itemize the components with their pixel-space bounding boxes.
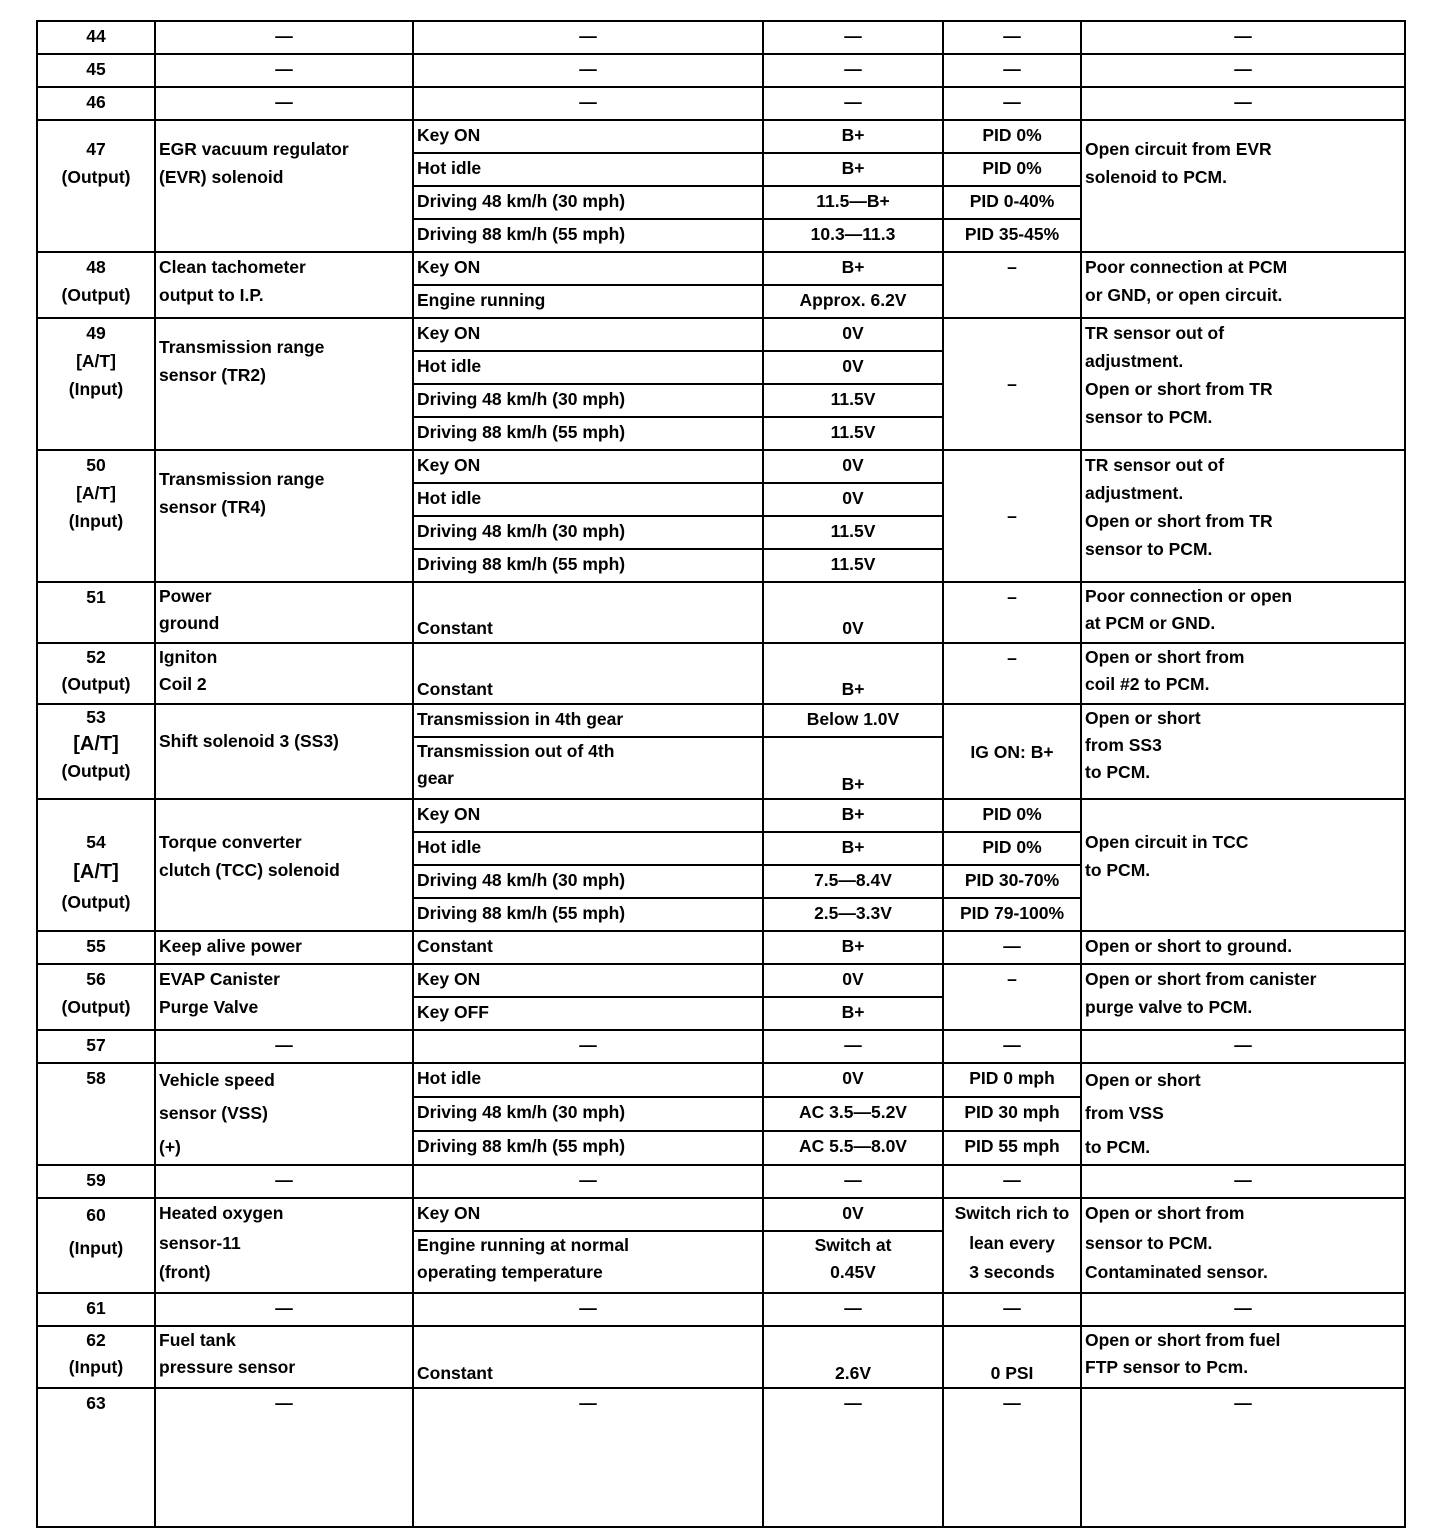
voltage-value: B+ (763, 120, 943, 153)
voltage-value: B+ (763, 643, 943, 704)
test-condition: Transmission in 4th gear (413, 704, 763, 737)
possible-cause: Open or short from sensor to PCM. Contaminated sensor. (1081, 1198, 1405, 1293)
test-condition: Hot idle (413, 483, 763, 516)
voltage-value: 2.6V (763, 1326, 943, 1388)
voltage-value: B+ (763, 997, 943, 1030)
possible-cause: TR sensor out of adjustment. Open or short from TR sensor to PCM. (1081, 450, 1405, 582)
empty-dash: — (1081, 21, 1405, 54)
test-condition: Hot idle (413, 1063, 763, 1097)
test-condition: Driving 88 km/h (55 mph) (413, 1131, 763, 1165)
voltage-value: B+ (763, 799, 943, 832)
table-row (37, 799, 1405, 832)
table-row (37, 931, 1405, 964)
test-condition: Key ON (413, 450, 763, 483)
pid-value: – (943, 582, 1081, 643)
test-condition: Key ON (413, 252, 763, 285)
empty-dash: — (413, 1388, 763, 1527)
voltage-value: Below 1.0V (763, 704, 943, 737)
empty-dash: — (763, 1388, 943, 1527)
pid-value: PID 30 mph (943, 1097, 1081, 1131)
table-row (37, 252, 1405, 285)
pin-number: 51 (37, 582, 155, 643)
voltage-value: B+ (763, 832, 943, 865)
pin-number: 61 (37, 1293, 155, 1326)
empty-dash: — (943, 87, 1081, 120)
empty-dash: — (413, 54, 763, 87)
circuit-name: Power ground (155, 582, 413, 643)
pid-value: PID 35-45% (943, 219, 1081, 252)
voltage-value: Switch at 0.45V (763, 1231, 943, 1293)
table-row (37, 1063, 1405, 1097)
empty-dash: — (1081, 1388, 1405, 1527)
empty-dash: — (155, 1030, 413, 1063)
circuit-name: EGR vacuum regulator (EVR) solenoid (155, 120, 413, 252)
test-condition: Hot idle (413, 351, 763, 384)
pid-value: – (943, 964, 1081, 1030)
pid-value: PID 55 mph (943, 1131, 1081, 1165)
table-row (37, 643, 1405, 704)
pin-number: 44 (37, 21, 155, 54)
voltage-value: B+ (763, 153, 943, 186)
table-row (37, 450, 1405, 483)
table-row (37, 120, 1405, 153)
test-condition: Hot idle (413, 832, 763, 865)
voltage-value: AC 5.5—8.0V (763, 1131, 943, 1165)
pin-number: 56 (Output) (37, 964, 155, 1030)
pin-number: 52 (Output) (37, 643, 155, 704)
table-row (37, 1198, 1405, 1231)
voltage-value: 0V (763, 351, 943, 384)
test-condition: Key OFF (413, 997, 763, 1030)
empty-dash: — (155, 1165, 413, 1198)
empty-dash: — (763, 1293, 943, 1326)
table-row (37, 21, 1405, 54)
pin-number: 49 [A/T] (Input) (37, 318, 155, 450)
pid-value: PID 0 mph (943, 1063, 1081, 1097)
circuit-name: Vehicle speed sensor (VSS) (+) (155, 1063, 413, 1165)
test-condition: Key ON (413, 964, 763, 997)
table-row (37, 54, 1405, 87)
test-condition: Key ON (413, 799, 763, 832)
test-condition: Driving 48 km/h (30 mph) (413, 384, 763, 417)
empty-dash: — (413, 1165, 763, 1198)
possible-cause: Open or short from canister purge valve to PCM. (1081, 964, 1405, 1030)
empty-dash: — (763, 54, 943, 87)
empty-dash: — (155, 1388, 413, 1527)
pid-value: – (943, 252, 1081, 318)
test-condition: Key ON (413, 1198, 763, 1231)
empty-dash: — (413, 87, 763, 120)
table-row (37, 87, 1405, 120)
test-condition: Driving 48 km/h (30 mph) (413, 186, 763, 219)
empty-dash: — (155, 1293, 413, 1326)
possible-cause: TR sensor out of adjustment. Open or short from TR sensor to PCM. (1081, 318, 1405, 450)
table-row (37, 1388, 1405, 1527)
voltage-value: 0V (763, 318, 943, 351)
voltage-value: 11.5—B+ (763, 186, 943, 219)
circuit-name: Transmission range sensor (TR4) (155, 450, 413, 582)
pin-number: 58 (37, 1063, 155, 1165)
pid-value: 0 PSI (943, 1326, 1081, 1388)
test-condition: Driving 48 km/h (30 mph) (413, 516, 763, 549)
test-condition: Driving 48 km/h (30 mph) (413, 1097, 763, 1131)
table-row (37, 582, 1405, 643)
empty-dash: — (943, 21, 1081, 54)
empty-dash: — (1081, 87, 1405, 120)
pid-value: — (943, 931, 1081, 964)
circuit-name: Igniton Coil 2 (155, 643, 413, 704)
empty-dash: — (943, 54, 1081, 87)
voltage-value: B+ (763, 252, 943, 285)
voltage-value: AC 3.5—5.2V (763, 1097, 943, 1131)
possible-cause: Open or short to ground. (1081, 931, 1405, 964)
test-condition: Engine running (413, 285, 763, 318)
possible-cause: Open or short from SS3 to PCM. (1081, 704, 1405, 799)
pid-value: Switch rich to lean every 3 seconds (943, 1198, 1081, 1293)
empty-dash: — (943, 1293, 1081, 1326)
empty-dash: — (1081, 1030, 1405, 1063)
possible-cause: Open circuit from EVR solenoid to PCM. (1081, 120, 1405, 252)
pin-number: 63 (37, 1388, 155, 1527)
pin-number: 62 (Input) (37, 1326, 155, 1388)
possible-cause: Open circuit in TCC to PCM. (1081, 799, 1405, 931)
test-condition: Constant (413, 643, 763, 704)
pin-number: 59 (37, 1165, 155, 1198)
possible-cause: Open or short from fuel FTP sensor to Pcm. (1081, 1326, 1405, 1388)
circuit-name: Fuel tank pressure sensor (155, 1326, 413, 1388)
empty-dash: — (763, 1165, 943, 1198)
voltage-value: 2.5—3.3V (763, 898, 943, 931)
voltage-value: 10.3—11.3 (763, 219, 943, 252)
pin-number: 53 [A/T] (Output) (37, 704, 155, 799)
voltage-value: 11.5V (763, 417, 943, 450)
circuit-name: Heated oxygen sensor-11 (front) (155, 1198, 413, 1293)
empty-dash: — (413, 21, 763, 54)
voltage-value: 11.5V (763, 516, 943, 549)
pid-value: PID 79-100% (943, 898, 1081, 931)
empty-dash: — (763, 1030, 943, 1063)
voltage-value: 11.5V (763, 549, 943, 582)
table-row (37, 1030, 1405, 1063)
pid-value: – (943, 450, 1081, 582)
table-row (37, 964, 1405, 997)
test-condition: Constant (413, 931, 763, 964)
pid-value: IG ON: B+ (943, 704, 1081, 799)
empty-dash: — (943, 1388, 1081, 1527)
voltage-value: 0V (763, 483, 943, 516)
voltage-value: 0V (763, 582, 943, 643)
possible-cause: Open or short from VSS to PCM. (1081, 1063, 1405, 1165)
empty-dash: — (1081, 54, 1405, 87)
pin-number: 57 (37, 1030, 155, 1063)
pin-number: 45 (37, 54, 155, 87)
test-condition: Constant (413, 582, 763, 643)
possible-cause: Poor connection or open at PCM or GND. (1081, 582, 1405, 643)
pin-number: 54 [A/T] (Output) (37, 799, 155, 931)
voltage-value: Approx. 6.2V (763, 285, 943, 318)
empty-dash: — (763, 87, 943, 120)
test-condition: Key ON (413, 318, 763, 351)
table-row (37, 1165, 1405, 1198)
voltage-value: 0V (763, 964, 943, 997)
pin-number: 50 [A/T] (Input) (37, 450, 155, 582)
circuit-name: EVAP Canister Purge Valve (155, 964, 413, 1030)
test-condition: Transmission out of 4th gear (413, 737, 763, 799)
empty-dash: — (413, 1030, 763, 1063)
pid-value: PID 0% (943, 153, 1081, 186)
circuit-name: Shift solenoid 3 (SS3) (155, 704, 413, 799)
table-row (37, 1293, 1405, 1326)
voltage-value: 0V (763, 1063, 943, 1097)
pin-number: 47 (Output) (37, 120, 155, 252)
possible-cause: Poor connection at PCM or GND, or open circuit. (1081, 252, 1405, 318)
possible-cause: Open or short from coil #2 to PCM. (1081, 643, 1405, 704)
voltage-value: 0V (763, 450, 943, 483)
pin-number: 46 (37, 87, 155, 120)
test-condition: Driving 88 km/h (55 mph) (413, 549, 763, 582)
voltage-value: 7.5—8.4V (763, 865, 943, 898)
pid-value: PID 0% (943, 120, 1081, 153)
voltage-value: 11.5V (763, 384, 943, 417)
pid-value: – (943, 643, 1081, 704)
empty-dash: — (943, 1165, 1081, 1198)
pin-number: 48 (Output) (37, 252, 155, 318)
pid-value: PID 0-40% (943, 186, 1081, 219)
empty-dash: — (155, 21, 413, 54)
test-condition: Driving 88 km/h (55 mph) (413, 219, 763, 252)
voltage-value: B+ (763, 931, 943, 964)
circuit-name: Keep alive power (155, 931, 413, 964)
test-condition: Engine running at normal operating temperature (413, 1231, 763, 1293)
test-condition: Driving 88 km/h (55 mph) (413, 417, 763, 450)
pid-value: PID 0% (943, 799, 1081, 832)
empty-dash: — (943, 1030, 1081, 1063)
test-condition: Driving 48 km/h (30 mph) (413, 865, 763, 898)
pin-number: 60 (Input) (37, 1198, 155, 1293)
test-condition: Constant (413, 1326, 763, 1388)
circuit-name: Clean tachometer output to I.P. (155, 252, 413, 318)
empty-dash: — (413, 1293, 763, 1326)
circuit-name: Torque converter clutch (TCC) solenoid (155, 799, 413, 931)
pin-number: 55 (37, 931, 155, 964)
circuit-name: Transmission range sensor (TR2) (155, 318, 413, 450)
test-condition: Driving 88 km/h (55 mph) (413, 898, 763, 931)
voltage-value: B+ (763, 737, 943, 799)
pid-value: PID 0% (943, 832, 1081, 865)
test-condition: Key ON (413, 120, 763, 153)
test-condition: Hot idle (413, 153, 763, 186)
empty-dash: — (763, 21, 943, 54)
empty-dash: — (155, 87, 413, 120)
empty-dash: — (155, 54, 413, 87)
pid-value: – (943, 318, 1081, 450)
empty-dash: — (1081, 1293, 1405, 1326)
table-row (37, 704, 1405, 737)
empty-dash: — (1081, 1165, 1405, 1198)
pid-value: PID 30-70% (943, 865, 1081, 898)
pin-voltage-table (36, 20, 1406, 1528)
table-row (37, 1326, 1405, 1388)
table-row (37, 318, 1405, 351)
voltage-value: 0V (763, 1198, 943, 1231)
